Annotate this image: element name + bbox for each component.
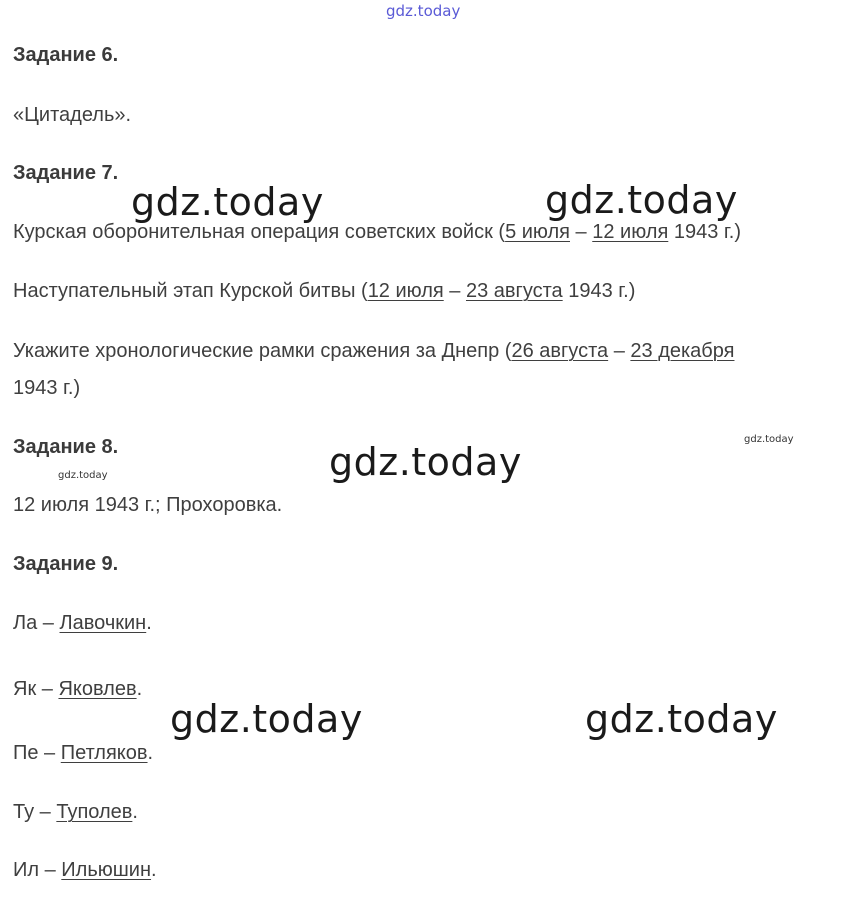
list-item (13, 801, 138, 824)
watermark-small-left: gdz.today (58, 470, 108, 481)
line-text: Курская оборонительная операция советских войск ( (13, 221, 506, 243)
dash: – (37, 612, 60, 634)
watermark-3: gdz.today (329, 440, 522, 484)
dot: . (147, 742, 154, 764)
dot: . (151, 859, 157, 881)
date-end: 23 августа (465, 280, 563, 302)
dash: – (36, 678, 59, 700)
dash: – (39, 859, 62, 881)
task-6-heading: Задание 6. (13, 44, 119, 66)
task-8-heading: Задание 8. (13, 436, 119, 458)
year: 1943 г.) (668, 221, 741, 243)
task-7-line-2 (13, 280, 635, 303)
watermark-small-right: gdz.today (744, 434, 794, 445)
abbr: Ла (13, 612, 38, 634)
year: 1943 г.) (562, 280, 636, 302)
task-7-heading: Задание 7. (13, 162, 119, 184)
watermark-2: gdz.today (545, 178, 738, 222)
abbr: Ил (13, 859, 40, 881)
dash: – (443, 280, 466, 302)
list-item (13, 742, 153, 765)
designer-name: Ильюшин (61, 859, 152, 881)
dash: – (38, 742, 61, 764)
watermark-1: gdz.today (131, 180, 324, 224)
list-item (13, 612, 152, 635)
designer-name: Туполев (56, 801, 133, 823)
task-7-line-1 (13, 221, 741, 244)
dot: . (132, 801, 138, 823)
task-6-answer: «Цитадель». (13, 104, 132, 126)
watermark-top: gdz.today (386, 2, 461, 20)
date-start: 12 июля (367, 280, 444, 302)
abbr: Ту (13, 801, 35, 823)
line-text: Наступательный этап Курской битвы ( (13, 280, 368, 302)
abbr: Як (13, 678, 37, 700)
date-start: 5 июля (505, 221, 570, 243)
dot: . (136, 678, 143, 700)
designer-name: Лавочкин (59, 612, 147, 634)
designer-name: Петляков (60, 742, 148, 764)
task-8-answer: 12 июля 1943 г.; Прохоровка. (13, 494, 283, 516)
task-9-heading: Задание 9. (13, 553, 119, 575)
line-text: Укажите хронологические рамки сражения за Днепр ( (13, 340, 512, 362)
dot: . (146, 612, 152, 634)
dash: – (570, 221, 593, 243)
task-7-line-3-year: 1943 г.) (13, 377, 81, 399)
list-item (13, 678, 142, 701)
date-start: 26 августа (511, 340, 609, 362)
watermark-5: gdz.today (585, 697, 778, 741)
designer-name: Яковлев (58, 678, 137, 700)
watermark-4: gdz.today (170, 697, 363, 741)
list-item (13, 859, 157, 882)
date-end: 12 июля (592, 221, 669, 243)
dash: – (34, 801, 57, 823)
task-7-line-3 (13, 340, 734, 363)
date-end: 23 декабря (630, 340, 735, 362)
abbr: Пе (13, 742, 39, 764)
dash: – (608, 340, 631, 362)
